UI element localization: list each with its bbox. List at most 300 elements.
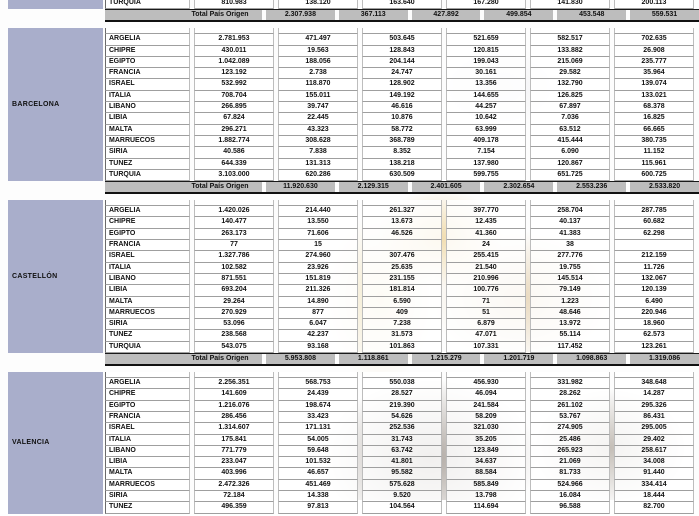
value-cell: 6.490 — [614, 297, 694, 308]
value-cell: 67.824 — [194, 113, 274, 124]
value-cell: 415.444 — [530, 136, 610, 147]
value-cell: 126.825 — [530, 91, 610, 102]
value-cell: 600.725 — [614, 170, 694, 181]
value-cell: 39.747 — [278, 102, 358, 113]
value-cell: 138.218 — [362, 159, 442, 170]
total-value-cell: 499.854 — [484, 10, 553, 20]
value-cell: 31.573 — [362, 330, 442, 341]
country-cell: TURQUIA — [105, 170, 190, 181]
value-cell: 771.779 — [194, 446, 274, 457]
country-cell: TUNEZ — [105, 502, 190, 513]
table-row — [105, 170, 699, 181]
total-label: Total País Origen — [188, 354, 262, 364]
country-cell: FRANCIA — [105, 68, 190, 79]
value-cell: 532.992 — [194, 79, 274, 90]
value-cell: 41.801 — [362, 457, 442, 468]
value-cell: 167.280 — [446, 0, 526, 9]
country-cell: LIBANO — [105, 102, 190, 113]
value-cell: 28.262 — [530, 389, 610, 400]
value-cell: 40.586 — [194, 147, 274, 158]
region-label-text: BARCELONA — [12, 101, 60, 109]
country-cell: ISRAEL — [105, 423, 190, 434]
value-cell: 43.323 — [278, 125, 358, 136]
value-cell: 91.440 — [614, 468, 694, 479]
value-cell: 71 — [446, 297, 526, 308]
table-row — [105, 240, 699, 251]
country-cell: TUNEZ — [105, 159, 190, 170]
value-cell: 215.069 — [530, 57, 610, 68]
value-cell: 11.726 — [614, 263, 694, 274]
total-value-cell: 1.319.086 — [630, 354, 699, 364]
country-cell: MALTA — [105, 468, 190, 479]
value-cell: 48.646 — [530, 308, 610, 319]
value-cell: 212.159 — [614, 251, 694, 262]
value-cell: 11.152 — [614, 147, 694, 158]
country-cell: EGIPTO — [105, 229, 190, 240]
value-cell: 54.005 — [278, 435, 358, 446]
value-cell: 140.477 — [194, 217, 274, 228]
value-cell: 12.435 — [446, 217, 526, 228]
table-row — [105, 34, 699, 45]
value-cell: 115.961 — [614, 159, 694, 170]
total-value-cell: 1.118.861 — [339, 354, 408, 364]
value-cell: 41.360 — [446, 229, 526, 240]
value-cell: 95.582 — [362, 468, 442, 479]
value-cell: 277.776 — [530, 251, 610, 262]
table-row — [105, 457, 699, 468]
region-label — [8, 28, 103, 181]
value-cell: 181.814 — [362, 285, 442, 296]
value-cell: 16.084 — [530, 491, 610, 502]
value-cell: 155.011 — [278, 91, 358, 102]
value-cell: 71.606 — [278, 229, 358, 240]
table-row — [105, 378, 699, 389]
country-cell: ITALIA — [105, 263, 190, 274]
value-cell: 63.999 — [446, 125, 526, 136]
group-rows — [105, 28, 699, 194]
region-label-text: CASTELLÓN — [12, 273, 58, 281]
group-rows — [105, 200, 699, 366]
table-row — [105, 91, 699, 102]
total-region-spacer — [105, 354, 188, 364]
value-cell: 123.849 — [446, 446, 526, 457]
total-value-cell: 1.215.279 — [412, 354, 481, 364]
value-cell: 1.314.607 — [194, 423, 274, 434]
value-cell: 274.905 — [530, 423, 610, 434]
value-cell: 13.550 — [278, 217, 358, 228]
table-row — [105, 435, 699, 446]
value-cell: 258.617 — [614, 446, 694, 457]
value-cell: 198.674 — [278, 401, 358, 412]
value-cell: 199.043 — [446, 57, 526, 68]
value-cell: 286.456 — [194, 412, 274, 423]
total-value-cell: 5.953.808 — [266, 354, 335, 364]
country-cell: ITALIA — [105, 91, 190, 102]
value-cell: 22.445 — [278, 113, 358, 124]
table-row — [105, 412, 699, 423]
country-cell: ARGELIA — [105, 34, 190, 45]
value-cell: 200.113 — [614, 0, 694, 9]
value-cell: 54.626 — [362, 412, 442, 423]
table-row — [105, 229, 699, 240]
value-cell: 46.094 — [446, 389, 526, 400]
value-cell: 128.843 — [362, 46, 442, 57]
value-cell: 258.704 — [530, 206, 610, 217]
value-cell: 21.069 — [530, 457, 610, 468]
value-cell: 456.930 — [446, 378, 526, 389]
value-cell: 104.564 — [362, 502, 442, 513]
total-value-cell: 1.201.719 — [484, 354, 553, 364]
value-cell: 255.415 — [446, 251, 526, 262]
value-cell: 188.056 — [278, 57, 358, 68]
country-cell: LIBANO — [105, 446, 190, 457]
value-cell: 6.047 — [278, 319, 358, 330]
value-cell: 120.867 — [530, 159, 610, 170]
value-cell: 24 — [446, 240, 526, 251]
value-cell: 28.527 — [362, 389, 442, 400]
value-cell: 295.326 — [614, 401, 694, 412]
value-cell: 120.815 — [446, 46, 526, 57]
value-cell: 171.131 — [278, 423, 358, 434]
value-cell: 8.352 — [362, 147, 442, 158]
value-cell: 55.114 — [530, 330, 610, 341]
table-row — [105, 423, 699, 434]
value-cell: 13.673 — [362, 217, 442, 228]
country-cell: LIBIA — [105, 113, 190, 124]
total-row — [105, 181, 699, 194]
value-cell: 46.526 — [362, 229, 442, 240]
country-cell: ISRAEL — [105, 251, 190, 262]
table-row — [105, 285, 699, 296]
country-cell: EGIPTO — [105, 401, 190, 412]
value-cell: 14.338 — [278, 491, 358, 502]
table-row — [105, 330, 699, 341]
country-cell: CHIPRE — [105, 46, 190, 57]
value-cell: 9.520 — [362, 491, 442, 502]
table-row — [105, 251, 699, 262]
country-cell: MALTA — [105, 125, 190, 136]
country-cell: LIBANO — [105, 274, 190, 285]
value-cell: 2.781.953 — [194, 34, 274, 45]
country-cell: TURQUIA — [105, 0, 190, 9]
value-cell: 261.327 — [362, 206, 442, 217]
value-cell: 46.657 — [278, 468, 358, 479]
value-cell: 1.042.089 — [194, 57, 274, 68]
value-cell: 31.743 — [362, 435, 442, 446]
value-cell: 23.926 — [278, 263, 358, 274]
value-cell: 568.753 — [278, 378, 358, 389]
value-cell: 524.966 — [530, 480, 610, 491]
value-cell: 101.532 — [278, 457, 358, 468]
value-cell: 123.192 — [194, 68, 274, 79]
value-cell: 18.960 — [614, 319, 694, 330]
value-cell: 287.785 — [614, 206, 694, 217]
value-cell: 334.414 — [614, 480, 694, 491]
value-cell: 93.168 — [278, 342, 358, 353]
total-region-spacer — [105, 182, 188, 192]
value-cell: 702.635 — [614, 34, 694, 45]
value-cell: 128.902 — [362, 79, 442, 90]
value-cell: 53.096 — [194, 319, 274, 330]
table-row — [105, 57, 699, 68]
value-cell: 24.747 — [362, 68, 442, 79]
value-cell: 403.996 — [194, 468, 274, 479]
value-cell: 521.659 — [446, 34, 526, 45]
value-cell: 149.192 — [362, 91, 442, 102]
group-rows — [105, 372, 699, 514]
value-cell: 2.738 — [278, 68, 358, 79]
value-cell: 58.772 — [362, 125, 442, 136]
value-cell: 210.996 — [446, 274, 526, 285]
value-cell: 79.149 — [530, 285, 610, 296]
value-cell: 409 — [362, 308, 442, 319]
value-cell: 123.261 — [614, 342, 694, 353]
value-cell: 265.923 — [530, 446, 610, 457]
value-cell: 233.047 — [194, 457, 274, 468]
region-label — [8, 372, 103, 514]
value-cell: 1.223 — [530, 297, 610, 308]
value-cell: 138.120 — [278, 0, 358, 9]
country-cell: LIBIA — [105, 457, 190, 468]
value-cell: 101.863 — [362, 342, 442, 353]
total-value-cell: 11.920.630 — [266, 182, 335, 192]
country-cell: ISRAEL — [105, 79, 190, 90]
value-cell: 62.298 — [614, 229, 694, 240]
value-cell: 59.648 — [278, 446, 358, 457]
table-row — [105, 319, 699, 330]
table-row — [105, 206, 699, 217]
country-cell: MARRUECOS — [105, 308, 190, 319]
total-row — [105, 9, 699, 22]
value-cell: 13.356 — [446, 79, 526, 90]
value-cell: 331.982 — [530, 378, 610, 389]
value-cell: 29.402 — [614, 435, 694, 446]
table-row — [105, 159, 699, 170]
value-cell: 543.075 — [194, 342, 274, 353]
country-cell: CHIPRE — [105, 389, 190, 400]
table-row — [105, 502, 699, 513]
value-cell: 151.819 — [278, 274, 358, 285]
value-cell: 63.512 — [530, 125, 610, 136]
value-cell: 117.452 — [530, 342, 610, 353]
value-cell: 77 — [194, 240, 274, 251]
value-cell: 263.173 — [194, 229, 274, 240]
value-cell: 30.161 — [446, 68, 526, 79]
table-row — [105, 113, 699, 124]
value-cell: 131.313 — [278, 159, 358, 170]
total-value-cell: 2.302.654 — [484, 182, 553, 192]
value-cell: 145.514 — [530, 274, 610, 285]
total-value-cell: 2.129.315 — [339, 182, 408, 192]
value-cell: 871.551 — [194, 274, 274, 285]
value-cell: 252.536 — [362, 423, 442, 434]
value-cell: 15 — [278, 240, 358, 251]
country-cell: ARGELIA — [105, 378, 190, 389]
region-label — [8, 200, 103, 353]
table-row — [105, 102, 699, 113]
value-cell: 409.178 — [446, 136, 526, 147]
region-group — [8, 0, 699, 22]
value-cell: 107.331 — [446, 342, 526, 353]
value-cell: 238.568 — [194, 330, 274, 341]
value-cell: 141.609 — [194, 389, 274, 400]
total-row — [105, 353, 699, 366]
total-value-cell: 367.113 — [339, 10, 408, 20]
value-cell: 10.876 — [362, 113, 442, 124]
value-cell: 137.980 — [446, 159, 526, 170]
country-cell: TUNEZ — [105, 330, 190, 341]
value-cell: 296.271 — [194, 125, 274, 136]
value-cell: 266.895 — [194, 102, 274, 113]
value-cell: 72.184 — [194, 491, 274, 502]
table-row — [105, 401, 699, 412]
table-row — [105, 297, 699, 308]
region-group — [8, 372, 699, 514]
value-cell: 651.725 — [530, 170, 610, 181]
value-cell: 1.327.786 — [194, 251, 274, 262]
value-cell: 630.509 — [362, 170, 442, 181]
value-cell: 163.640 — [362, 0, 442, 9]
value-cell: 270.929 — [194, 308, 274, 319]
value-cell: 7.238 — [362, 319, 442, 330]
total-region-spacer — [105, 10, 188, 20]
value-cell: 13.972 — [530, 319, 610, 330]
value-cell: 34.008 — [614, 457, 694, 468]
value-cell: 82.700 — [614, 502, 694, 513]
value-cell: 214.440 — [278, 206, 358, 217]
region-group — [8, 28, 699, 194]
value-cell: 118.870 — [278, 79, 358, 90]
value-cell: 16.825 — [614, 113, 694, 124]
value-cell: 38 — [530, 240, 610, 251]
value-cell: 644.339 — [194, 159, 274, 170]
value-cell: 35.205 — [446, 435, 526, 446]
value-cell: 132.067 — [614, 274, 694, 285]
value-cell: 14.890 — [278, 297, 358, 308]
country-cell: MARRUECOS — [105, 480, 190, 491]
country-cell: FRANCIA — [105, 240, 190, 251]
group-rows — [105, 0, 699, 22]
country-cell: CHIPRE — [105, 217, 190, 228]
value-cell: 19.755 — [530, 263, 610, 274]
value-cell: 321.030 — [446, 423, 526, 434]
table-row — [105, 79, 699, 90]
value-cell: 3.103.000 — [194, 170, 274, 181]
value-cell: 141.830 — [530, 0, 610, 9]
value-cell: 19.563 — [278, 46, 358, 57]
value-cell: 585.849 — [446, 480, 526, 491]
value-cell: 810.983 — [194, 0, 274, 9]
table-row — [105, 468, 699, 479]
value-cell: 47.071 — [446, 330, 526, 341]
total-value-cell: 1.098.863 — [557, 354, 626, 364]
value-cell: 68.378 — [614, 102, 694, 113]
value-cell: 97.813 — [278, 502, 358, 513]
value-cell: 46.616 — [362, 102, 442, 113]
value-cell: 53.767 — [530, 412, 610, 423]
value-cell: 34.637 — [446, 457, 526, 468]
value-cell: 620.286 — [278, 170, 358, 181]
value-cell: 62.573 — [614, 330, 694, 341]
value-cell: 96.588 — [530, 502, 610, 513]
value-cell: 66.665 — [614, 125, 694, 136]
value-cell: 7.036 — [530, 113, 610, 124]
value-cell: 6.090 — [530, 147, 610, 158]
value-cell: 133.021 — [614, 91, 694, 102]
table-row — [105, 125, 699, 136]
value-cell: 1.882.774 — [194, 136, 274, 147]
region-group — [8, 200, 699, 366]
value-cell: 219.390 — [362, 401, 442, 412]
value-cell: 41.383 — [530, 229, 610, 240]
table-row — [105, 0, 699, 9]
value-cell: 42.237 — [278, 330, 358, 341]
value-cell: 693.204 — [194, 285, 274, 296]
value-cell: 44.257 — [446, 102, 526, 113]
value-cell: 29.264 — [194, 297, 274, 308]
value-cell: 496.359 — [194, 502, 274, 513]
table-row — [105, 389, 699, 400]
value-cell: 471.497 — [278, 34, 358, 45]
value-cell: 86.431 — [614, 412, 694, 423]
table-row — [105, 217, 699, 228]
country-cell: SIRIA — [105, 319, 190, 330]
total-value-cell: 559.531 — [630, 10, 699, 20]
value-cell: 132.790 — [530, 79, 610, 90]
value-cell: 35.964 — [614, 68, 694, 79]
value-cell: 380.735 — [614, 136, 694, 147]
value-cell: 18.444 — [614, 491, 694, 502]
region-label-text: VALENCIA — [12, 439, 50, 447]
country-cell: FRANCIA — [105, 412, 190, 423]
value-cell: 33.423 — [278, 412, 358, 423]
total-value-cell: 2.533.820 — [630, 182, 699, 192]
table-row — [105, 263, 699, 274]
value-cell: 13.798 — [446, 491, 526, 502]
value-cell: 25.635 — [362, 263, 442, 274]
value-cell: 220.946 — [614, 308, 694, 319]
value-cell: 88.584 — [446, 468, 526, 479]
value-cell: 6.879 — [446, 319, 526, 330]
country-cell: TURQUIA — [105, 342, 190, 353]
total-value-cell: 2.401.605 — [412, 182, 481, 192]
value-cell: 24.439 — [278, 389, 358, 400]
value-cell: 7.154 — [446, 147, 526, 158]
total-label: Total País Origen — [188, 10, 262, 20]
value-cell: 25.486 — [530, 435, 610, 446]
value-cell: 51 — [446, 308, 526, 319]
value-cell: 550.038 — [362, 378, 442, 389]
value-cell: 503.645 — [362, 34, 442, 45]
total-value-cell: 453.548 — [557, 10, 626, 20]
value-cell: 295.005 — [614, 423, 694, 434]
value-cell: 211.326 — [278, 285, 358, 296]
value-cell: 235.777 — [614, 57, 694, 68]
value-cell: 1.420.026 — [194, 206, 274, 217]
country-cell: ARGELIA — [105, 206, 190, 217]
value-cell: 348.648 — [614, 378, 694, 389]
country-cell: ITALIA — [105, 435, 190, 446]
value-cell: 397.770 — [446, 206, 526, 217]
table-row — [105, 46, 699, 57]
table-row — [105, 274, 699, 285]
total-label: Total País Origen — [188, 182, 262, 192]
total-value-cell: 2.553.236 — [557, 182, 626, 192]
total-value-cell: 2.307.938 — [266, 10, 335, 20]
value-cell: 144.655 — [446, 91, 526, 102]
value-cell — [614, 240, 694, 251]
value-cell: 6.590 — [362, 297, 442, 308]
